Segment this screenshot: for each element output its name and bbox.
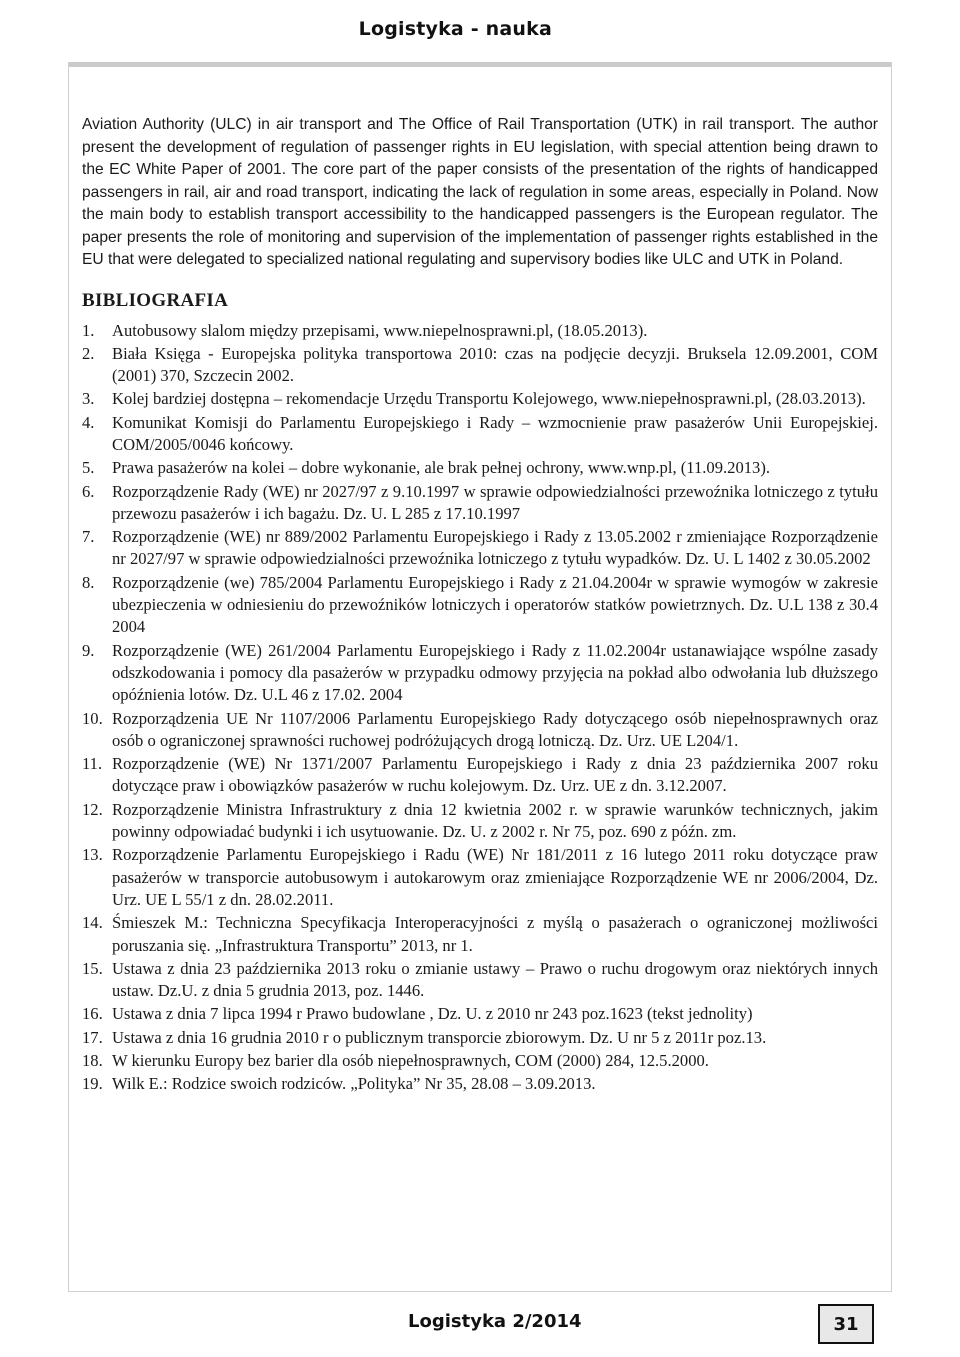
bibliography-item-12 [82,799,878,844]
bibliography-item-text: Autobusowy slalom między przepisami, www.niepelnosprawni.pl, (18.05.2013). [112,320,648,340]
bibliography-item-10 [82,708,878,753]
bibliography-item-number: 8. [82,572,95,592]
bibliography-item-text: W kierunku Europy bez barier dla osób niepełnosprawnych, COM (2000) 284, 12.5.2000. [112,1051,709,1070]
bibliography-item-number: 19. [82,1074,103,1094]
bibliography-item-text: Ustawa z dnia 16 grudnia 2010 r o publicznym transporcie zbiorowym. Dz. U nr 5 z 2011r poz.13. [112,1027,767,1047]
bibliography-item-number: 5. [82,458,95,478]
bibliography-item-text: Prawa pasażerów na kolei – dobre wykonanie, ale brak pełnej ochrony, www.wnp.pl, (11.09.2013). [112,458,771,478]
bibliography-item-text: Rozporządzenie Ministra Infrastruktury z dnia 12 kwietnia 2002 r. w sprawie warunków technicznych, jakim powinny odpowiadać budynki i ich usytuowanie. Dz. U. z 2002 r. Nr 75, poz. 690 z późn. zm. [112,799,878,842]
bibliography-item-text: Biała Księga - Europejska polityka transportowa 2010: czas na podjęcie decyzji. Bruksela 12.09.2001, COM (2001) 370, Szczecin 2002. [112,343,878,386]
bibliography-item-number: 15. [82,958,103,978]
bibliography-item-text: Rozporządzenie Rady (WE) nr 2027/97 z 9.10.1997 w sprawie odpowiedzialności przewoźnika lotniczego z tytułu przewozu pasażerów i ich bagażu. Dz. U. L 285 z 17.10.1997 [112,481,878,523]
bibliography-item-18 [82,1050,878,1072]
journal-header-title: Logistyka - nauka [358,18,552,40]
main-content [82,114,878,1097]
bibliography-item-number: 17. [82,1027,103,1047]
bibliography-item-16 [82,1003,878,1025]
abstract-paragraph: Aviation Authority (ULC) in air transport and The Office of Rail Transportation (UTK) in rail transport. The author present the development of regulation of passenger rights in EU legislation, with special attention being drawn to the EC White Paper of 2001. The core part of the paper consists of the presentation of the rights of handicapped passengers in rail, air and road transport, indicating the lack of regulation in some areas, especially in Poland. Now the main body to establish transport accessibility to the handicapped passengers is the European regulator. The paper presents the role of monitoring and supervision of the implementation of passenger rights established in the EU that were delegated to specialized national regulating and supervisory bodies like ULC and UTK in Poland. [82,116,878,268]
footer-journal-issue: Logistyka 2/2014 [408,1311,582,1332]
bibliography-item-number: 6. [82,481,95,501]
bibliography-item-number: 12. [82,799,103,819]
bibliography-item-17 [82,1027,878,1049]
bibliography-item-text: Ustawa z dnia 7 lipca 1994 r Prawo budowlane , Dz. U. z 2010 nr 243 poz.1623 (tekst jednolity) [112,1004,753,1024]
bibliography-item-number: 2. [82,343,95,363]
bibliography-item-text: Ustawa z dnia 23 października 2013 roku o zmianie ustawy – Prawo o ruchu drogowym oraz niektórych innych ustaw. Dz.U. z dnia 5 grudnia 2013, poz. 1446. [112,958,878,1001]
bibliography-item-text: Kolej bardziej dostępna – rekomendacje Urzędu Transportu Kolejowego, www.niepełnosprawni.pl, (28.03.2013). [112,389,866,409]
bibliography-item-7 [82,526,878,571]
bibliography-item-number: 16. [82,1004,103,1024]
bibliography-item-number: 1. [82,320,95,340]
bibliography-item-5 [82,457,878,479]
bibliography-list [82,320,878,1096]
bibliography-item-11 [82,753,878,798]
bibliography-item-number: 11. [82,754,103,774]
bibliography-item-number: 3. [82,389,95,409]
bibliography-item-19 [82,1073,878,1095]
bibliography-item-8 [82,572,878,639]
bibliography-item-9 [82,640,878,707]
bibliography-item-2 [82,343,878,388]
bibliography-item-number: 14. [82,913,103,933]
bibliography-item-text: Rozporządzenie (WE) Nr 1371/2007 Parlamentu Europejskiego i Rady z dnia 23 października 2007 roku dotyczące praw i obowiązków pasażerów w ruchu kolejowym. Dz. Urz. UE z dn. 3.12.2007. [112,754,878,796]
page-number-box [818,1304,874,1344]
bibliography-item-1 [82,320,878,342]
bibliography-item-text: Komunikat Komisji do Parlamentu Europejskiego i Rady – wzmocnienie praw pasażerów Unii Europejskiej. COM/2005/0046 końcowy. [112,412,878,454]
bibliography-heading: BIBLIOGRAFIA [82,289,229,311]
bibliography-item-text: Śmieszek M.: Techniczna Specyfikacja Interoperacyjności z myślą o pasażerach o ograniczonej możliwości poruszania się. „Infrastruktura Transportu” 2013, nr 1. [112,913,878,955]
bibliography-item-number: 7. [82,527,95,547]
bibliography-item-text: Wilk E.: Rodzice swoich rodziców. „Polityka” Nr 35, 28.08 – 3.09.2013. [112,1074,596,1094]
bibliography-item-text: Rozporządzenie Parlamentu Europejskiego i Radu (WE) Nr 181/2011 z 16 lutego 2011 roku dotyczące praw pasażerów w transporcie autobusowym i autokarowym oraz zmieniające Rozporządzenie WE nr 2006/2004, Dz. Urz. UE L 55/1 z dn. 28.02.2011. [112,845,878,909]
bibliography-item-number: 9. [82,640,95,660]
bibliography-item-number: 4. [82,412,95,432]
page-number: 31 [833,1313,859,1335]
bibliography-item-text: Rozporządzenie (WE) 261/2004 Parlamentu Europejskiego i Rady z 11.02.2004r ustanawiające wspólne zasady odszkodowania i pomocy dla pasażerów w przypadku odmowy przyjęcia na pokład albo odwołania lub dłuższego opóźnienia lotów. Dz. U.L 46 z 17.02. 2004 [112,640,878,705]
bibliography-item-3 [82,388,878,410]
bibliography-item-text: Rozporządzenie (WE) nr 889/2002 Parlamentu Europejskiego i Rady z 13.05.2002 r zmieniające Rozporządzenie nr 2027/97 w sprawie odpowiedzialności przewoźnika lotniczego z tytułu wypadków. Dz. U. L 1402 z 30.05.2002 [112,527,878,569]
top-header-bar [0,0,960,62]
bibliography-item-number: 13. [82,845,103,865]
bibliography-item-15 [82,958,878,1003]
bibliography-item-text: Rozporządzenia UE Nr 1107/2006 Parlamentu Europejskiego Rady dotyczącego osób niepełnosprawnych oraz osób o ograniczonej sprawności ruchowej podróżujących drogą lotniczą. Dz. Urz. UE L204/1. [112,708,878,750]
bibliography-item-number: 18. [82,1051,103,1070]
bibliography-item-number: 10. [82,708,103,728]
bibliography-item-13 [82,844,878,911]
bibliography-item-6 [82,481,878,526]
bibliography-item-4 [82,412,878,457]
bibliography-item-14 [82,912,878,957]
bibliography-item-text: Rozporządzenie (we) 785/2004 Parlamentu Europejskiego i Rady z 21.04.2004r w sprawie wymogów w zakresie ubezpieczenia w odniesieniu do przewoźników lotniczych i operatorów statków powietrznych. Dz. U.L 138 z 30.4 2004 [112,572,878,637]
